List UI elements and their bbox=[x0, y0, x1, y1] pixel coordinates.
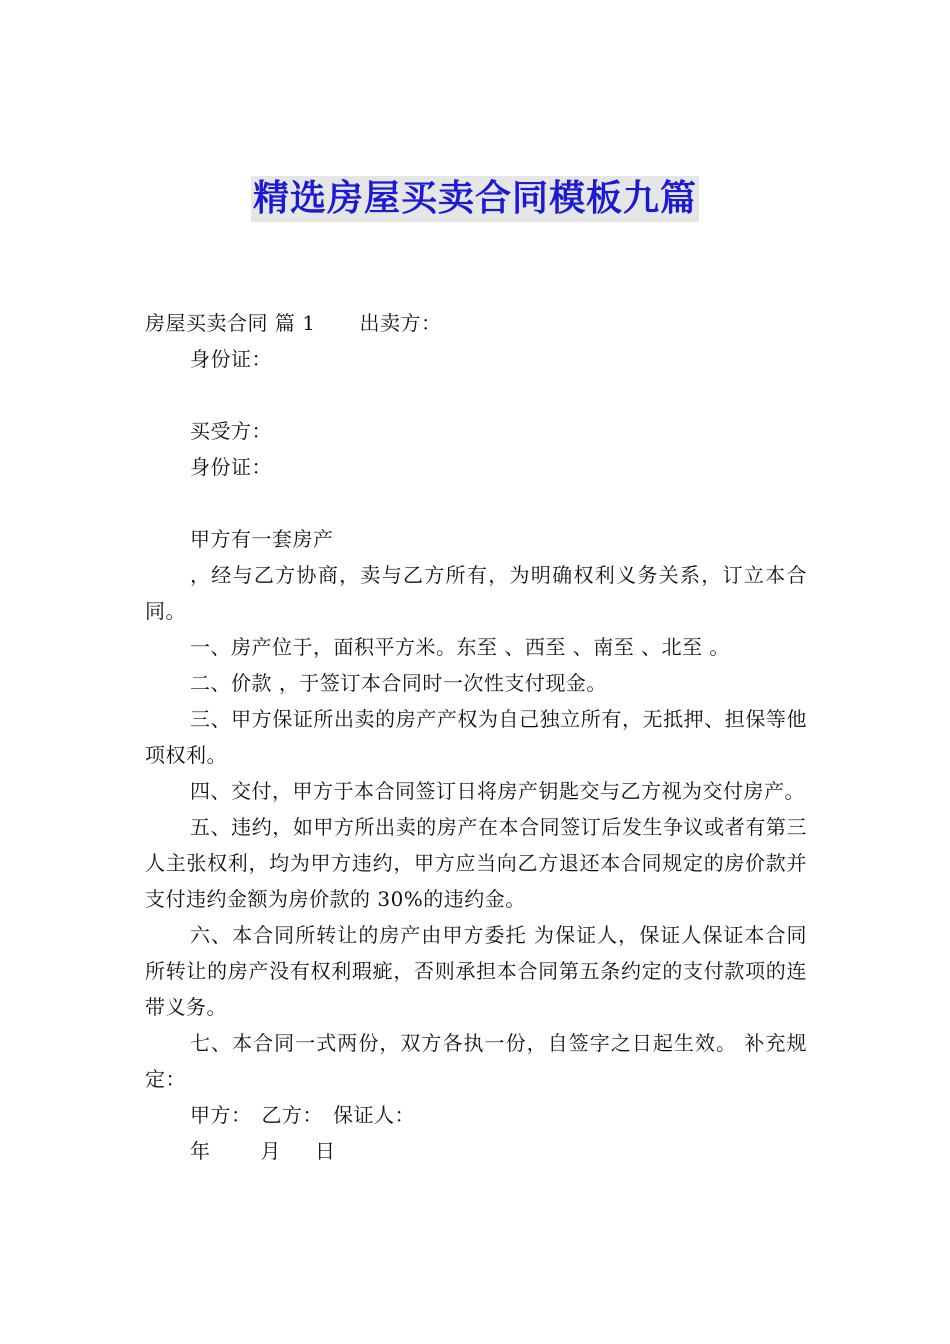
party-a-label: 甲方： bbox=[190, 1103, 252, 1127]
clause-7: 七、本合同一式两份，双方各执一份，自签字之日起生效。 补充规定： bbox=[145, 1031, 807, 1091]
property-intro: 甲方有一套房产 bbox=[190, 527, 334, 551]
year-label: 年 bbox=[190, 1139, 211, 1163]
buyer-label: 买受方： bbox=[190, 419, 272, 443]
clause-3: 三、甲方保证所出卖的房产产权为自己独立所有，无抵押、担保等他项权利。 bbox=[145, 707, 807, 767]
spacer bbox=[145, 485, 807, 521]
seller-label: 出卖方： bbox=[359, 311, 442, 335]
buyer-id-label: 身份证： bbox=[190, 455, 272, 479]
intro-paragraph: ，经与乙方协商，卖与乙方所有，为明确权利义务关系，订立本合同。 bbox=[145, 563, 807, 623]
section-label: 房屋买卖合同 篇 1 bbox=[145, 311, 316, 335]
clause-6: 六、本合同所转让的房产由甲方委托 为保证人，保证人保证本合同所转让的房产没有权利瑕疵，否则承担本合同第五条约定的支付款项的连带义务。 bbox=[145, 923, 807, 1019]
clause-2: 二、价款 ，于签订本合同时一次性支付现金。 bbox=[190, 671, 607, 695]
title-container bbox=[0, 176, 950, 222]
party-b-label: 乙方： bbox=[261, 1103, 323, 1127]
date-line bbox=[145, 1133, 807, 1169]
spacer bbox=[145, 377, 807, 413]
guarantor-label: 保证人： bbox=[333, 1103, 415, 1127]
clause-1: 一、房产位于，面积平方米。东至 、西至 、南至 、北至 。 bbox=[190, 635, 730, 659]
day-label: 日 bbox=[315, 1139, 336, 1163]
signature-line bbox=[145, 1097, 807, 1133]
document-title: 精选房屋买卖合同模板九篇 bbox=[251, 176, 699, 222]
seller-id-label: 身份证： bbox=[190, 347, 272, 371]
clause-4: 四、交付，甲方于本合同签订日将房产钥匙交与乙方视为交付房产。 bbox=[190, 779, 805, 803]
heading-line bbox=[145, 305, 807, 341]
contract-body bbox=[145, 305, 807, 1169]
clause-5: 五、违约，如甲方所出卖的房产在本合同签订后发生争议或者有第三人主张权利，均为甲方违约，甲方应当向乙方退还本合同规定的房价款并支付违约金额为房价款的 30%的违约金。 bbox=[145, 815, 807, 911]
month-label: 月 bbox=[260, 1139, 281, 1163]
